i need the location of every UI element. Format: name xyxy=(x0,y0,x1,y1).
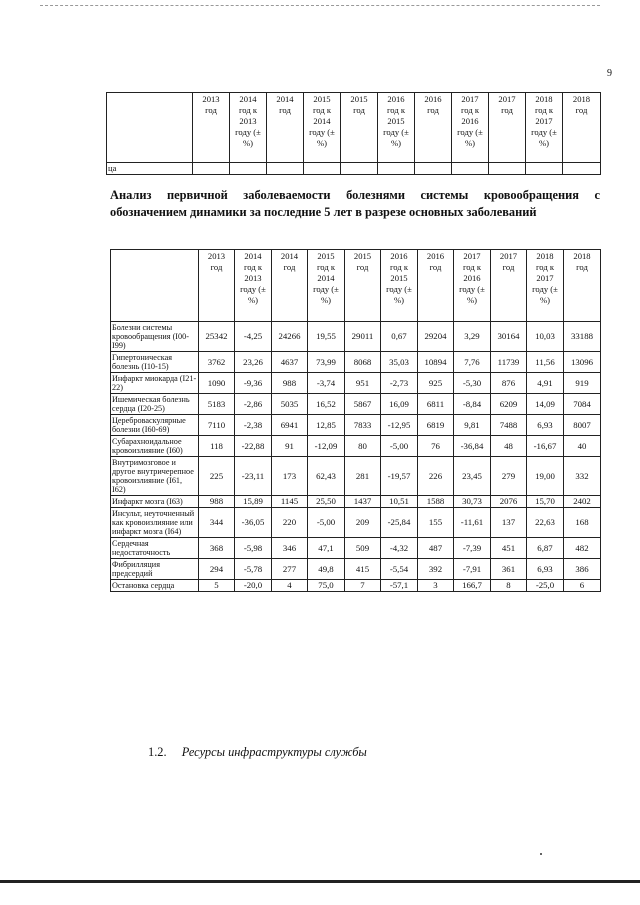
value-cell: -19,57 xyxy=(381,457,418,496)
value-cell: 344 xyxy=(199,508,235,538)
value-cell: 5035 xyxy=(272,394,308,415)
morbidity-table xyxy=(110,249,601,592)
table-row xyxy=(111,373,601,394)
value-cell: 277 xyxy=(272,559,308,580)
value-cell: 6,93 xyxy=(527,559,564,580)
value-cell: -20,0 xyxy=(235,580,272,592)
value-cell: -25,84 xyxy=(381,508,418,538)
value-cell: 3762 xyxy=(199,352,235,373)
value-cell: -22,88 xyxy=(235,436,272,457)
value-cell: 6811 xyxy=(418,394,454,415)
value-cell: 29011 xyxy=(345,322,381,352)
year-header-caption: год к 2016 году (±%) xyxy=(459,262,485,305)
year-header-cell xyxy=(341,93,378,163)
header-corner-cell xyxy=(107,93,193,163)
year-header-year: 2017 xyxy=(461,94,479,104)
value-cell: 220 xyxy=(272,508,308,538)
value-cell: 226 xyxy=(418,457,454,496)
value-cell: 415 xyxy=(345,559,381,580)
top-table-continuation xyxy=(106,92,601,175)
value-cell: 919 xyxy=(564,373,601,394)
section-heading xyxy=(148,745,367,760)
value-cell: 6819 xyxy=(418,415,454,436)
page-number: 9 xyxy=(607,68,612,79)
year-header-year: 2018 xyxy=(572,94,591,104)
value-cell: 75,0 xyxy=(308,580,345,592)
year-header-cell xyxy=(489,93,526,163)
year-header-year: 2017 xyxy=(498,94,516,104)
value-cell: 168 xyxy=(564,508,601,538)
year-header-caption: год xyxy=(501,105,513,115)
value-cell: 76 xyxy=(418,436,454,457)
value-cell: 13096 xyxy=(564,352,601,373)
value-cell: 5183 xyxy=(199,394,235,415)
year-header-cell xyxy=(527,250,564,322)
year-header-caption: год к 2014 году (±%) xyxy=(309,105,335,148)
table-row xyxy=(111,508,601,538)
value-cell: 11,56 xyxy=(527,352,564,373)
year-header-cell xyxy=(230,93,267,163)
value-cell: -12,95 xyxy=(381,415,418,436)
value-cell: 25,50 xyxy=(308,496,345,508)
year-header-year: 2017 xyxy=(499,251,518,261)
disease-label: Сердечная недостаточность xyxy=(111,538,199,559)
value-cell: 3 xyxy=(418,580,454,592)
value-cell: 386 xyxy=(564,559,601,580)
value-cell: 281 xyxy=(345,457,381,496)
year-header-caption: год xyxy=(279,105,291,115)
value-cell: 2076 xyxy=(491,496,527,508)
table-row xyxy=(111,559,601,580)
value-cell: 7084 xyxy=(564,394,601,415)
table-row xyxy=(111,538,601,559)
year-header-year: 2018 xyxy=(573,251,591,261)
disease-label: Фибрилляция предсердий xyxy=(111,559,199,580)
value-cell: 988 xyxy=(272,373,308,394)
value-cell: -57,1 xyxy=(381,580,418,592)
value-cell: 47,1 xyxy=(308,538,345,559)
year-header-cell xyxy=(491,250,527,322)
year-header-year: 2015 xyxy=(313,94,331,104)
value-cell: 62,43 xyxy=(308,457,345,496)
value-cell: 225 xyxy=(199,457,235,496)
year-header-caption: год к 2013 году (±%) xyxy=(235,105,261,148)
value-cell: 73,99 xyxy=(308,352,345,373)
value-cell: -3,74 xyxy=(308,373,345,394)
value-cell: 346 xyxy=(272,538,308,559)
value-cell: 48 xyxy=(491,436,527,457)
value-cell: -2,73 xyxy=(381,373,418,394)
section-title: Ресурсы инфраструктуры службы xyxy=(181,745,367,759)
disease-label: Гипертоническая болезнь (I10-15) xyxy=(111,352,199,373)
value-cell: -16,67 xyxy=(527,436,564,457)
top-table-header-row xyxy=(107,93,601,163)
disease-label: Инфаркт миокарда (I21-22) xyxy=(111,373,199,394)
value-cell: -36,05 xyxy=(235,508,272,538)
year-header-cell xyxy=(378,93,415,163)
year-header-year: 2015 xyxy=(353,251,372,261)
morbidity-header-row xyxy=(111,250,601,322)
value-cell: 6209 xyxy=(491,394,527,415)
table-row xyxy=(111,415,601,436)
year-header-year: 2016 xyxy=(390,251,408,261)
value-cell: 118 xyxy=(199,436,235,457)
year-header-cell xyxy=(452,93,489,163)
value-cell: 14,09 xyxy=(527,394,564,415)
year-header-caption: год к 2016 году (±%) xyxy=(457,105,483,148)
value-cell: 279 xyxy=(491,457,527,496)
value-cell: -9,36 xyxy=(235,373,272,394)
value-cell: 951 xyxy=(345,373,381,394)
value-cell: 33188 xyxy=(564,322,601,352)
value-cell: 1437 xyxy=(345,496,381,508)
disease-label: Болезни системы кровообращения (I00-I99) xyxy=(111,322,199,352)
year-header-year: 2013 xyxy=(202,94,220,104)
year-header-year: 2015 xyxy=(317,251,335,261)
value-cell: 12,85 xyxy=(308,415,345,436)
value-cell: -2,86 xyxy=(235,394,272,415)
year-header-caption: год к 2017 году (±%) xyxy=(531,105,557,148)
value-cell: 91 xyxy=(272,436,308,457)
value-cell: 173 xyxy=(272,457,308,496)
value-cell: -12,09 xyxy=(308,436,345,457)
value-cell: 30164 xyxy=(491,322,527,352)
year-header-caption: год xyxy=(356,262,369,272)
year-header-cell xyxy=(526,93,563,163)
year-header-caption: год xyxy=(575,105,588,115)
year-header-year: 2014 xyxy=(239,94,257,104)
year-header-cell xyxy=(454,250,491,322)
year-header-cell xyxy=(345,250,381,322)
year-header-year: 2014 xyxy=(280,251,299,261)
value-cell: 6 xyxy=(564,580,601,592)
value-cell: 166,7 xyxy=(454,580,491,592)
value-cell: 7,76 xyxy=(454,352,491,373)
year-header-year: 2016 xyxy=(426,251,445,261)
value-cell: 1090 xyxy=(199,373,235,394)
value-cell: -5,30 xyxy=(454,373,491,394)
value-cell: 80 xyxy=(345,436,381,457)
year-header-cell xyxy=(563,93,601,163)
value-cell: -7,91 xyxy=(454,559,491,580)
year-header-caption: год к 2015 году (±%) xyxy=(383,105,409,148)
value-cell: -5,00 xyxy=(308,508,345,538)
value-cell: 10,03 xyxy=(527,322,564,352)
value-cell: -25,0 xyxy=(527,580,564,592)
value-cell: 925 xyxy=(418,373,454,394)
value-cell: 6,93 xyxy=(527,415,564,436)
value-cell: 16,52 xyxy=(308,394,345,415)
value-cell: 35,03 xyxy=(381,352,418,373)
year-header-cell xyxy=(199,250,235,322)
year-header-caption: год xyxy=(576,262,588,272)
value-cell: -5,00 xyxy=(381,436,418,457)
value-cell: 0,67 xyxy=(381,322,418,352)
value-cell: 876 xyxy=(491,373,527,394)
year-header-cell xyxy=(415,93,452,163)
disease-label: Субарахноидальное кровоизлияние (I60) xyxy=(111,436,199,457)
value-cell: 7833 xyxy=(345,415,381,436)
disease-label: Остановка сердца xyxy=(111,580,199,592)
scan-bottom-edge xyxy=(0,880,640,883)
year-header-caption: год xyxy=(210,262,223,272)
year-header-year: 2017 xyxy=(463,251,481,261)
year-header-cell xyxy=(381,250,418,322)
value-cell: -5,78 xyxy=(235,559,272,580)
table-row xyxy=(111,436,601,457)
value-cell: 1145 xyxy=(272,496,308,508)
top-table-row xyxy=(107,163,601,175)
year-header-cell xyxy=(272,250,308,322)
value-cell: -23,11 xyxy=(235,457,272,496)
year-header-caption: год к 2013 году (±%) xyxy=(240,262,266,305)
year-header-caption: год xyxy=(427,105,439,115)
value-cell: 5867 xyxy=(345,394,381,415)
value-cell: 209 xyxy=(345,508,381,538)
value-cell: 3,29 xyxy=(454,322,491,352)
value-cell: 7 xyxy=(345,580,381,592)
value-cell: 19,55 xyxy=(308,322,345,352)
value-cell: 368 xyxy=(199,538,235,559)
year-header-caption: год xyxy=(429,262,442,272)
value-cell: 7488 xyxy=(491,415,527,436)
table-row xyxy=(111,496,601,508)
year-header-cell xyxy=(267,93,304,163)
value-cell: -36,84 xyxy=(454,436,491,457)
section-number: 1.2. xyxy=(148,745,167,759)
year-header-cell xyxy=(564,250,601,322)
value-cell: 49,8 xyxy=(308,559,345,580)
value-cell: 22,63 xyxy=(527,508,564,538)
value-cell: 988 xyxy=(199,496,235,508)
disease-label: Инфаркт мозга (I63) xyxy=(111,496,199,508)
year-header-caption: год xyxy=(205,105,217,115)
year-header-caption: год xyxy=(353,105,365,115)
value-cell: -4,32 xyxy=(381,538,418,559)
year-header-year: 2014 xyxy=(244,251,262,261)
year-header-year: 2016 xyxy=(424,94,442,104)
value-cell: -4,25 xyxy=(235,322,272,352)
year-header-caption: год xyxy=(502,262,515,272)
value-cell: 16,09 xyxy=(381,394,418,415)
value-cell: 9,81 xyxy=(454,415,491,436)
value-cell: 1588 xyxy=(418,496,454,508)
year-header-cell xyxy=(193,93,230,163)
header-corner-cell xyxy=(111,250,199,322)
year-header-year: 2018 xyxy=(535,94,553,104)
value-cell: 23,45 xyxy=(454,457,491,496)
value-cell: 40 xyxy=(564,436,601,457)
year-header-caption: год к 2015 году (±%) xyxy=(386,262,412,305)
value-cell: 361 xyxy=(491,559,527,580)
table-row xyxy=(111,394,601,415)
value-cell: 137 xyxy=(491,508,527,538)
value-cell: -5,54 xyxy=(381,559,418,580)
table-row xyxy=(111,457,601,496)
value-cell: 392 xyxy=(418,559,454,580)
value-cell: 509 xyxy=(345,538,381,559)
value-cell: 4637 xyxy=(272,352,308,373)
value-cell: 7110 xyxy=(199,415,235,436)
value-cell: -2,38 xyxy=(235,415,272,436)
value-cell: 4,91 xyxy=(527,373,564,394)
year-header-cell xyxy=(308,250,345,322)
value-cell: 8007 xyxy=(564,415,601,436)
value-cell: 10,51 xyxy=(381,496,418,508)
value-cell: 6941 xyxy=(272,415,308,436)
disease-label: Цереброваскулярные болезни (I60-69) xyxy=(111,415,199,436)
table-row xyxy=(111,580,601,592)
year-header-caption: год к 2014 году (±%) xyxy=(313,262,339,305)
value-cell: -7,39 xyxy=(454,538,491,559)
value-cell: 15,70 xyxy=(527,496,564,508)
value-cell: 8068 xyxy=(345,352,381,373)
value-cell: 29204 xyxy=(418,322,454,352)
disease-label: Инсульт, неуточненный как кровоизлияние или инфаркт мозга (I64) xyxy=(111,508,199,538)
year-header-year: 2013 xyxy=(207,251,226,261)
value-cell: 8 xyxy=(491,580,527,592)
value-cell: 5 xyxy=(199,580,235,592)
disease-label: Внутримозговое и другое внутричерепное кровоизлияние (I61, I62) xyxy=(111,457,199,496)
value-cell: 2402 xyxy=(564,496,601,508)
value-cell: 10894 xyxy=(418,352,454,373)
value-cell: 487 xyxy=(418,538,454,559)
year-header-year: 2015 xyxy=(350,94,368,104)
value-cell: 15,89 xyxy=(235,496,272,508)
scan-speck xyxy=(540,853,542,855)
value-cell: -5,98 xyxy=(235,538,272,559)
scan-top-edge xyxy=(40,5,600,8)
value-cell: 23,26 xyxy=(235,352,272,373)
value-cell: 24266 xyxy=(272,322,308,352)
year-header-cell xyxy=(418,250,454,322)
value-cell: 451 xyxy=(491,538,527,559)
value-cell: 19,00 xyxy=(527,457,564,496)
table-row xyxy=(111,352,601,373)
value-cell: -8,84 xyxy=(454,394,491,415)
value-cell: 4 xyxy=(272,580,308,592)
value-cell: 332 xyxy=(564,457,601,496)
value-cell: 25342 xyxy=(199,322,235,352)
value-cell: 11739 xyxy=(491,352,527,373)
value-cell: 294 xyxy=(199,559,235,580)
year-header-cell xyxy=(304,93,341,163)
year-header-caption: год xyxy=(283,262,296,272)
value-cell: 30,73 xyxy=(454,496,491,508)
year-header-cell xyxy=(235,250,272,322)
value-cell: 6,87 xyxy=(527,538,564,559)
year-header-year: 2016 xyxy=(387,94,405,104)
value-cell: 482 xyxy=(564,538,601,559)
value-cell: -11,61 xyxy=(454,508,491,538)
year-header-year: 2018 xyxy=(536,251,554,261)
year-header-caption: год к 2017 году (±%) xyxy=(532,262,558,305)
year-header-year: 2014 xyxy=(276,94,294,104)
disease-label: Ишемическая болезнь сердца (I20-25) xyxy=(111,394,199,415)
table-heading: Анализ первичной заболеваемости болезнями системы кровообращения с обозначением динамики за последние 5 лет в разрезе основных заболеваний xyxy=(110,188,600,219)
value-cell: 155 xyxy=(418,508,454,538)
top-table-row-label: ца xyxy=(107,163,193,175)
table-row xyxy=(111,322,601,352)
